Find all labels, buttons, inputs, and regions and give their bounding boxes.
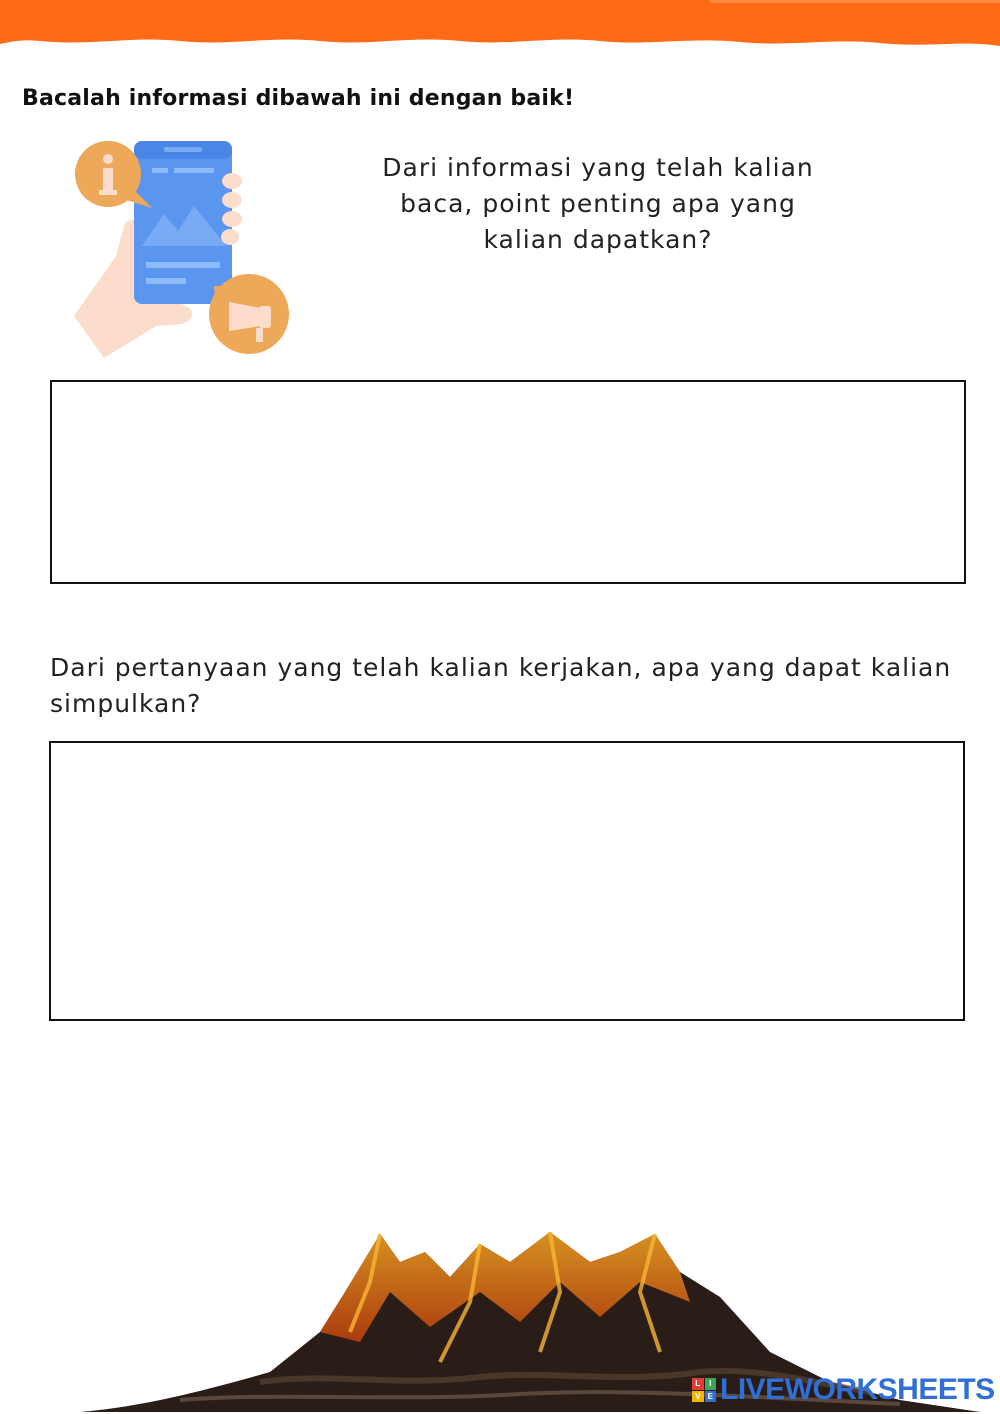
answer-input-1[interactable] xyxy=(52,382,964,582)
watermark-text: LIVEWORKSHEETS xyxy=(720,1373,995,1406)
top-wave-banner xyxy=(0,0,1000,60)
logo-letter-i: I xyxy=(705,1378,717,1390)
liveworksheets-logo-icon xyxy=(692,1378,716,1402)
logo-letter-v: V xyxy=(692,1391,704,1403)
instruction-heading: Bacalah informasi dibawah ini dengan baik! xyxy=(22,86,575,111)
logo-letter-l: L xyxy=(692,1378,704,1390)
question-2-text: Dari pertanyaan yang telah kalian kerjakan, apa yang dapat kalian simpulkan? xyxy=(50,653,952,718)
answer-box-2[interactable] xyxy=(49,741,965,1021)
answer-box-1[interactable] xyxy=(50,380,966,584)
answer-input-2[interactable] xyxy=(51,743,963,1019)
question-1-text: Dari informasi yang telah kalian baca, point penting apa yang kalian dapatkan? xyxy=(382,153,814,254)
phone-info-icon xyxy=(66,136,296,362)
logo-letter-e: E xyxy=(705,1391,717,1403)
liveworksheets-watermark xyxy=(692,1372,995,1408)
